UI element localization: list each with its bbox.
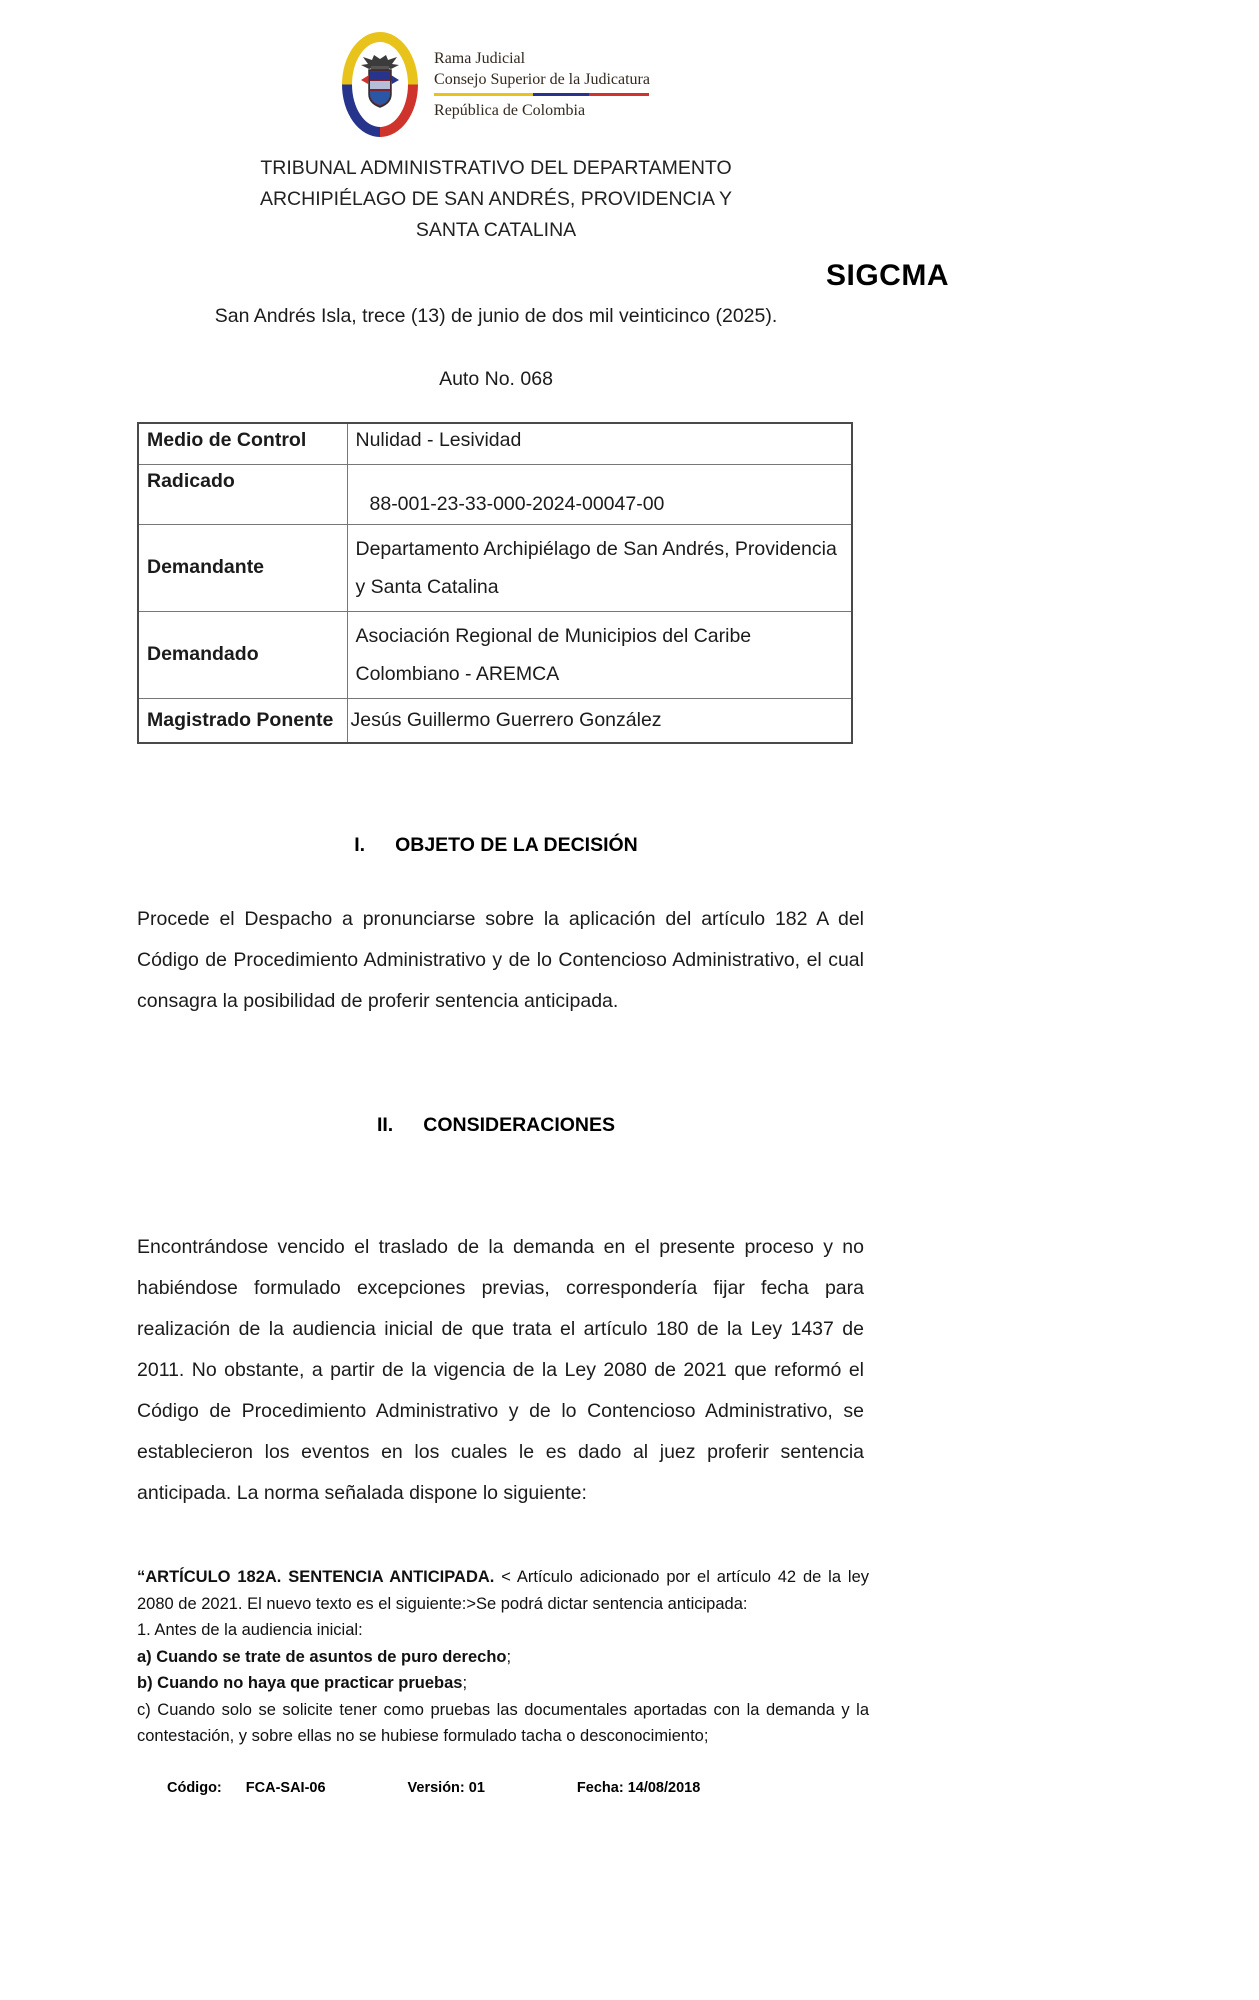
tribunal-title xyxy=(137,153,855,246)
decision-date-line: San Andrés Isla, trece (13) de junio de dos mil veinticinco (2025). xyxy=(214,305,778,327)
footer-codigo-label: Código: xyxy=(167,1779,222,1796)
coat-of-arms-icon xyxy=(352,42,408,127)
colombia-flag-ring-icon xyxy=(342,32,418,137)
tribunal-title-line1: TRIBUNAL ADMINISTRATIVO DEL DEPARTAMENTO xyxy=(260,157,732,179)
tribunal-title-line2: ARCHIPIÉLAGO DE SAN ANDRÉS, PROVIDENCIA Y xyxy=(259,188,733,210)
logo-caption-line1: Rama Judicial xyxy=(434,49,526,67)
judicial-branch-logo xyxy=(137,30,855,138)
case-info-table xyxy=(137,422,853,744)
quote-item-b-tail: ; xyxy=(462,1674,468,1692)
row-label-magistrado-ponente: Magistrado Ponente xyxy=(138,698,347,743)
quote-item-b-bold: b) Cuando no haya que practicar pruebas xyxy=(137,1674,463,1692)
section-1-heading xyxy=(137,834,855,857)
row-label-radicado: Radicado xyxy=(138,464,347,524)
quote-item-a-bold: a) Cuando se trate de asuntos de puro derecho xyxy=(137,1647,507,1666)
table-row xyxy=(138,524,852,611)
tricolor-divider xyxy=(434,93,649,96)
footer-fecha-value: 14/08/2018 xyxy=(627,1779,701,1796)
quote-intro xyxy=(137,1564,869,1617)
auto-number: Auto No. 068 xyxy=(439,368,553,390)
logo-caption xyxy=(434,48,650,121)
quote-item-c: c) Cuando solo se solicite tener como pruebas las documentales aportadas con la demanda y la contestación, y sobre ellas no se hubiese formulado tacha o desconocimiento; xyxy=(137,1700,869,1745)
quote-item-a-tail: ; xyxy=(506,1647,512,1666)
footer-codigo-value: FCA-SAI-06 xyxy=(245,1779,326,1796)
row-value-magistrado-ponente: Jesús Guillermo Guerrero González xyxy=(347,698,852,743)
quote-item-b xyxy=(137,1670,869,1697)
sigcma-label: SIGCMA xyxy=(826,259,949,292)
article-182a-quote xyxy=(137,1564,869,1750)
table-row xyxy=(138,611,852,698)
table-row xyxy=(138,698,852,743)
section-2-heading xyxy=(137,1114,855,1137)
logo-caption-line2: Consejo Superior de la Judicatura xyxy=(434,70,650,88)
row-value-medio-de-control: Nulidad - Lesividad xyxy=(347,423,852,464)
quote-item-a xyxy=(137,1644,869,1671)
table-row xyxy=(138,423,852,464)
row-value-demandado: Asociación Regional de Municipios del Caribe Colombiano - AREMCA xyxy=(347,611,852,698)
footer-fecha-label: Fecha: xyxy=(576,1779,624,1796)
footer-version-label: Versión: xyxy=(407,1779,465,1796)
section-2-paragraph: Encontrándose vencido el traslado de la demanda en el presente proceso y no habiéndose formulado excepciones previas, correspondería fijar fecha para realización de la audiencia inicial de que trata el artículo 180 de la Ley 1437 de 2011. No obstante, a partir de la vigencia de la Ley 2080 de 2021 que reformó el Código de Procedimiento Administrativo y de lo Contencioso Administrativo, se establecieron los eventos en los cuales le es dado al juez proferir sentencia anticipada. La norma señalada dispone lo siguiente: xyxy=(137,1236,864,1504)
footer-version-value: 01 xyxy=(468,1779,485,1796)
row-label-demandado: Demandado xyxy=(138,611,347,698)
row-value-demandante: Departamento Archipiélago de San Andrés, Providencia y Santa Catalina xyxy=(347,524,852,611)
section-2-title: CONSIDERACIONES xyxy=(423,1114,616,1136)
quote-intro-bold: “ARTÍCULO 182A. SENTENCIA ANTICIPADA. xyxy=(137,1568,495,1586)
row-label-demandante: Demandante xyxy=(138,524,347,611)
section-1-number: I. xyxy=(354,834,366,856)
logo-caption-line3: República de Colombia xyxy=(434,101,586,119)
row-label-medio-de-control: Medio de Control xyxy=(138,423,347,464)
document-footer xyxy=(137,1780,949,1796)
row-value-radicado: 88-001-23-33-000-2024-00047-00 xyxy=(347,464,852,524)
document-content xyxy=(137,0,949,1796)
section-1-title: OBJETO DE LA DECISIÓN xyxy=(395,834,638,856)
table-row xyxy=(138,464,852,524)
quote-intro-rest: < Artículo adicionado por el artículo 42 de la ley 2080 de 2021. El nuevo texto es el siguiente:>Se podrá dictar sentencia anticipada: xyxy=(137,1568,869,1613)
tribunal-title-line3: SANTA CATALINA xyxy=(415,219,577,241)
section-1-paragraph: Procede el Despacho a pronunciarse sobre la aplicación del artículo 182 A del Código de Procedimiento Administrativo y de lo Contencioso Administrativo, el cual consagra la posibilidad de proferir sentencia anticipada. xyxy=(137,908,864,1012)
quote-item-1: 1. Antes de la audiencia inicial: xyxy=(137,1621,363,1639)
section-2-number: II. xyxy=(376,1114,394,1136)
